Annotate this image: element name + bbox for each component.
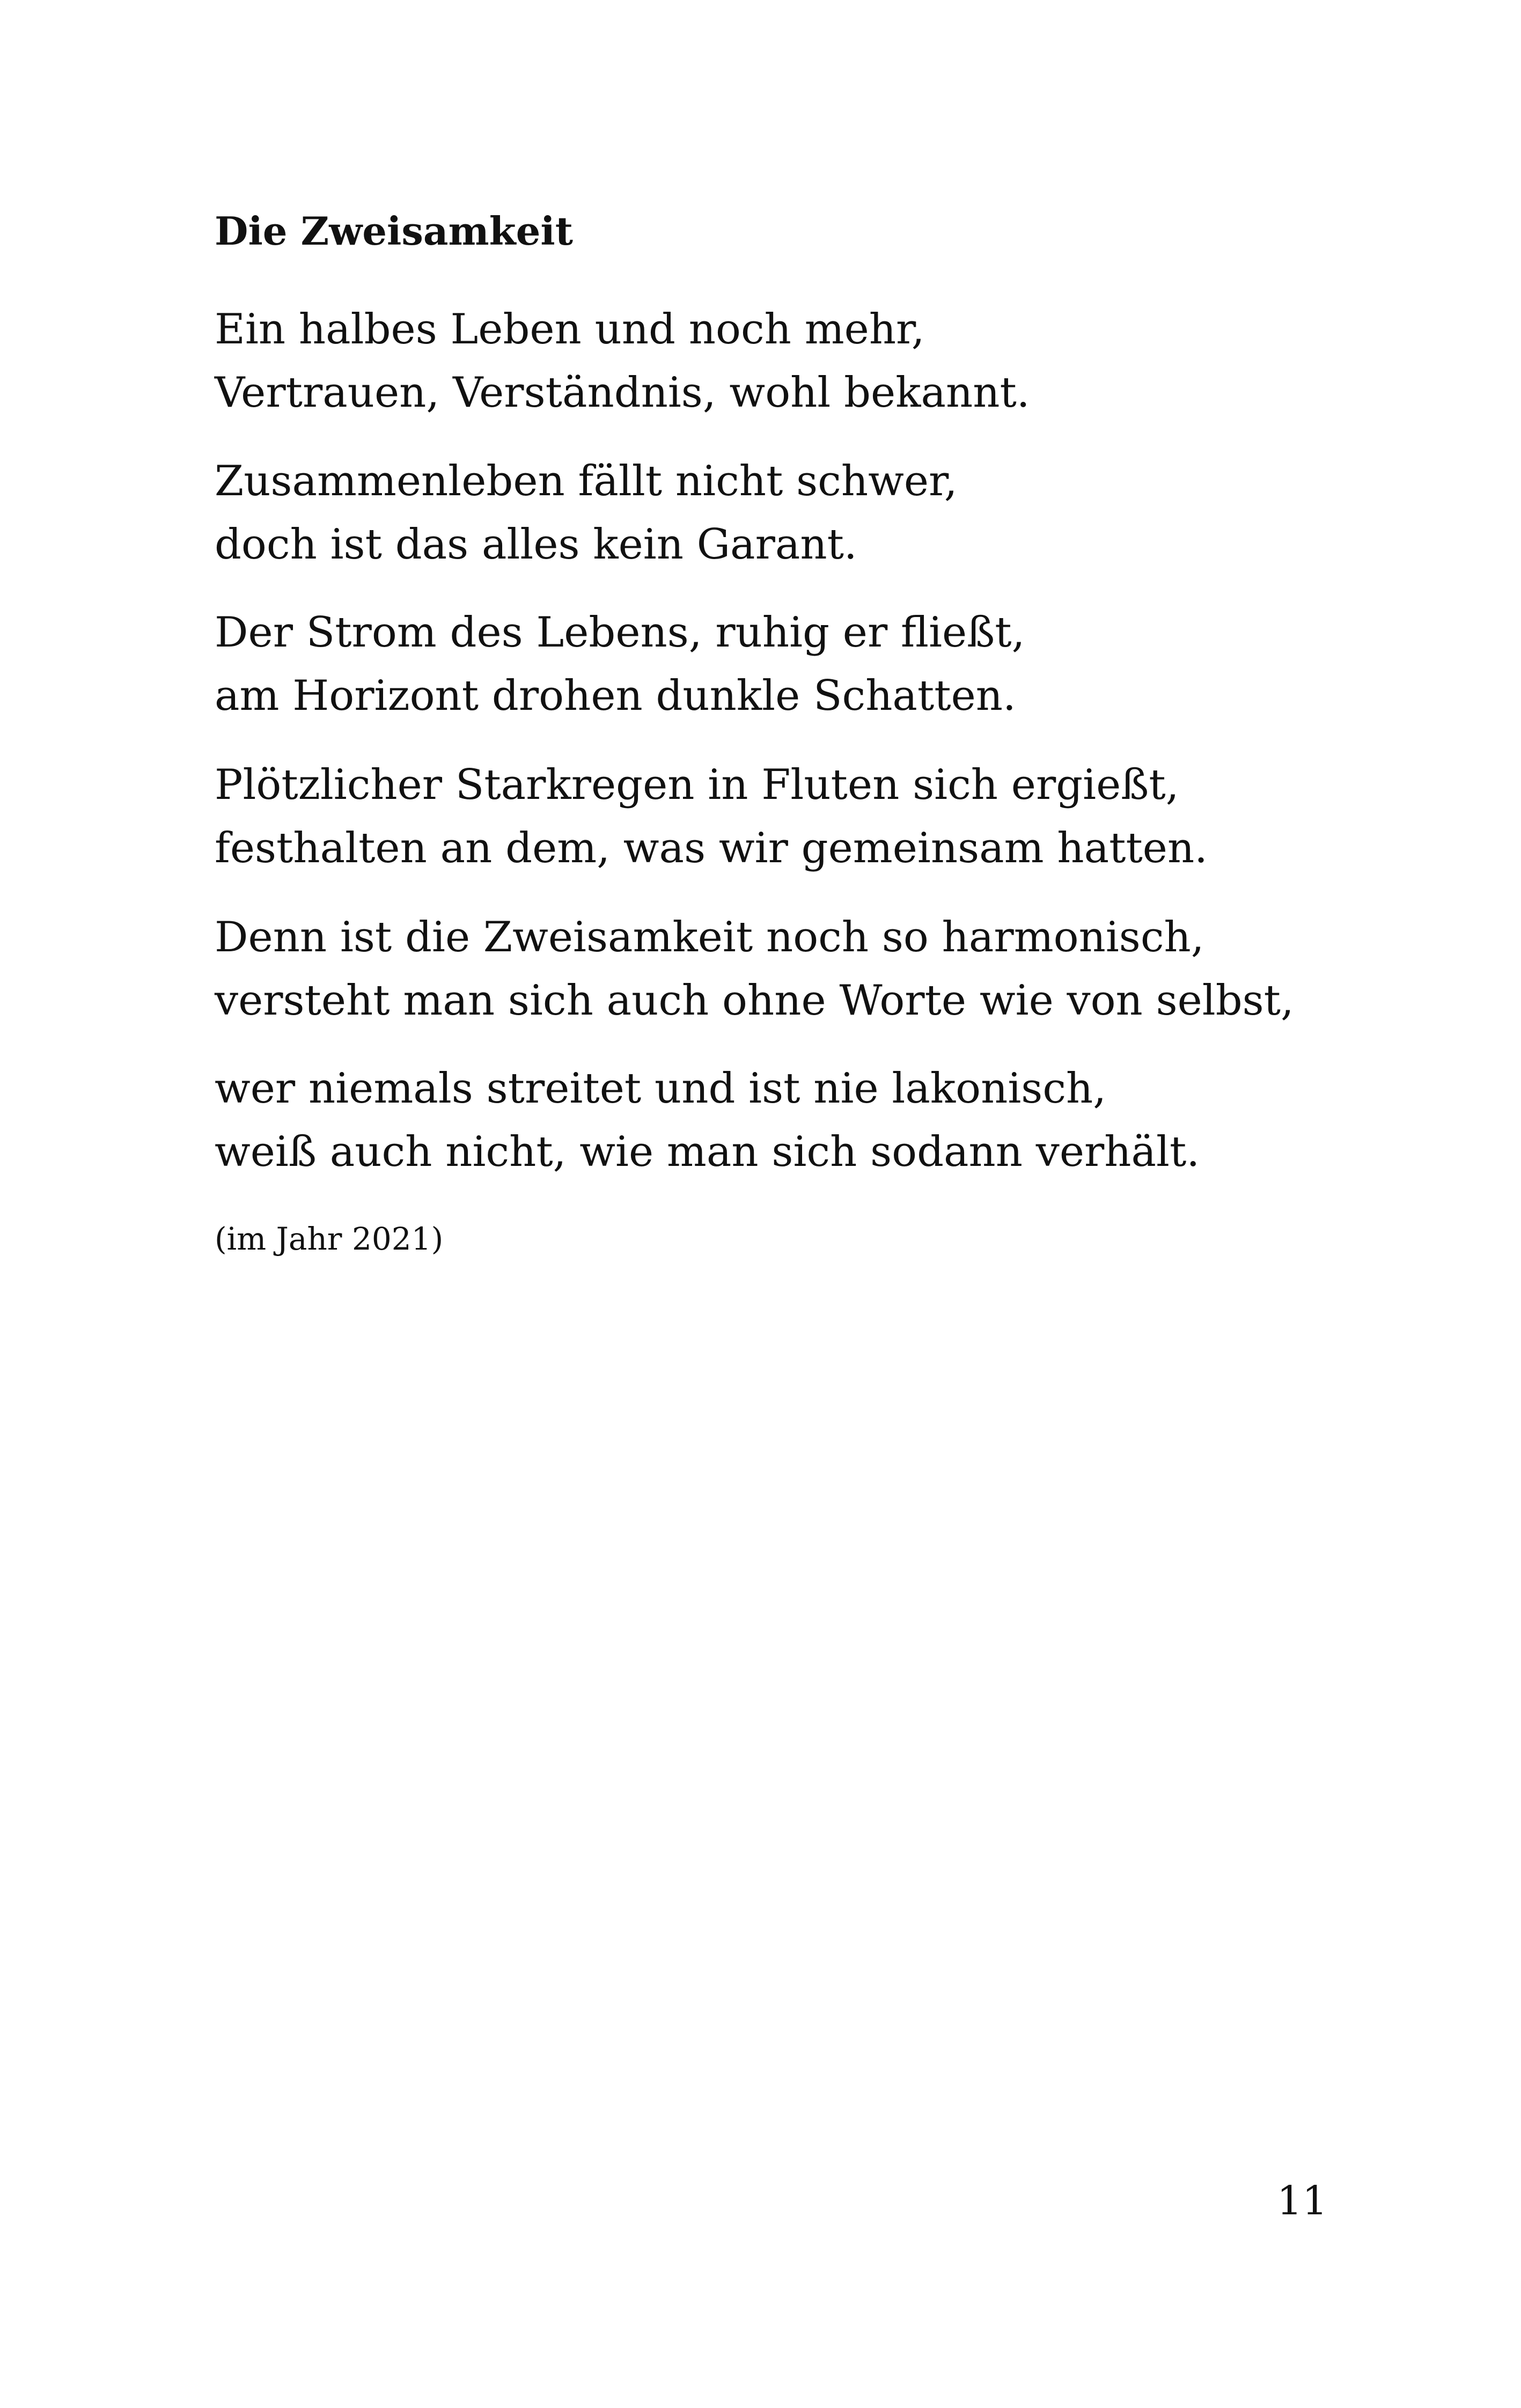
poem-line: Vertrauen, Verständnis, wohl bekannt.	[215, 369, 1030, 417]
poem-line: Plötzlicher Starkregen in Fluten sich ergießt,	[215, 761, 1179, 809]
stanza-6	[215, 1057, 1200, 1184]
poem-line: Ein halbes Leben und noch mehr,	[215, 305, 925, 354]
poem-title: Die Zweisamkeit	[215, 208, 574, 254]
poem-line: Denn ist die Zweisamkeit noch so harmonisch,	[215, 913, 1204, 961]
page-number: 11	[1277, 2178, 1328, 2224]
stanza-5	[215, 906, 1294, 1032]
poem-line: doch ist das alles kein Garant.	[215, 520, 857, 569]
poem-line: Zusammenleben fällt nicht schwer,	[215, 457, 958, 505]
poem-line: weiß auch nicht, wie man sich sodann verhält.	[215, 1128, 1200, 1176]
stanza-4	[215, 753, 1208, 880]
poem-line: Der Strom des Lebens, ruhig er fließt,	[215, 608, 1025, 657]
poem-line: am Horizont drohen dunkle Schatten.	[215, 672, 1016, 720]
date-note: (im Jahr 2021)	[215, 1221, 444, 1257]
stanza-3	[215, 601, 1025, 728]
stanza-1	[215, 298, 1030, 424]
stanza-2	[215, 450, 958, 576]
poem-line: versteht man sich auch ohne Worte wie von selbst,	[215, 977, 1294, 1025]
poem-line: festhalten an dem, was wir gemeinsam hatten.	[215, 824, 1208, 872]
poem-line: wer niemals streitet und ist nie lakonisch,	[215, 1064, 1107, 1113]
